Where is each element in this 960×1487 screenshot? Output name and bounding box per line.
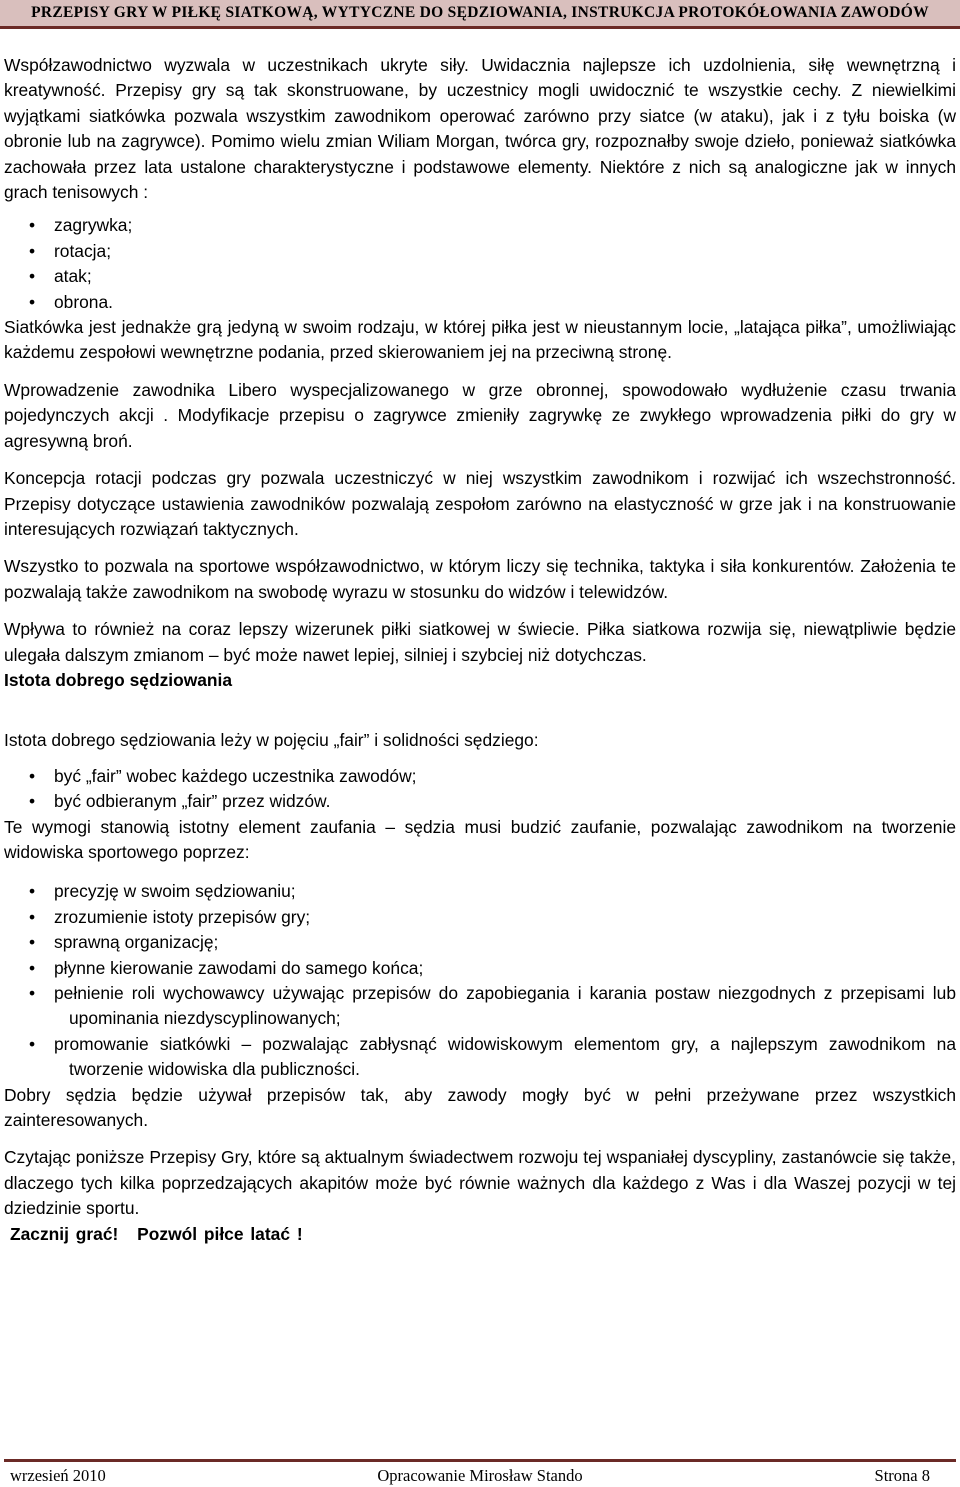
list-item: • promowanie siatkówki – pozwalając zabłysnąć widowiskowym elementom gry, a najlepszym zawodnikom na tworzenie widowiska dla publiczności. xyxy=(28,1033,956,1080)
bullet-icon: • xyxy=(28,1033,36,1054)
list-item: • atak; xyxy=(4,264,956,289)
bullet-icon: • xyxy=(28,957,36,978)
paragraph-competition: Wszystko to pozwala na sportowe współzawodnictwo, w którym liczy się technika, taktyka i siła konkurentów. Założenia te pozwalają także zawodnikom na swobodę wyrazu w stosunku do widzów i telewidzów. xyxy=(4,556,956,602)
list-item: • pełnienie roli wychowawcy używając przepisów do zapobiegania i karania postaw niezgodnych z przepisami lub upominania niezdyscyplinowanych; xyxy=(28,983,956,1029)
bullet-icon: • xyxy=(28,791,36,812)
list-item: • precyzję w swoim sędziowaniu; xyxy=(4,879,956,904)
paragraph-good-referee: Dobry sędzia będzie używał przepisów tak, aby zawody mogły być w pełni przeżywane przez wszystkich zainteresowanych. xyxy=(4,1084,956,1131)
list-item: • sprawną organizację; xyxy=(4,930,956,955)
document-body xyxy=(4,53,956,1247)
section-intro: Istota dobrego sędziowania leży w pojęciu „fair” i solidności sędziego: xyxy=(4,730,539,751)
paragraph-rotation: Koncepcja rotacji podczas gry pozwala uczestniczyć w niej wszystkim zawodnikom i rozwijać ich wszechstronność. Przepisy dotyczące ustawienia zawodników pozwalają zespołom zarówno na elastyczność w grze jak i na konstruowanie interesujących rozwiązań taktycznych. xyxy=(4,468,956,539)
list-item: • rotacja; xyxy=(4,239,956,264)
requirements-list xyxy=(4,879,956,1082)
paragraph-flying-ball: Siatkówka jest jednakże grą jedyną w swoim rodzaju, w której piłka jest w nieustannym locie, „latająca piłka”, umożliwiając każdemu zespołowi wewnętrzne podania, przed skierowaniem jej na przeciwną stronę. xyxy=(4,317,956,363)
bullet-icon: • xyxy=(28,906,36,927)
list-item: • obrona. xyxy=(4,290,956,315)
list-item: • płynne kierowanie zawodami do samego końca; xyxy=(4,956,956,981)
section-heading: Istota dobrego sędziowania xyxy=(4,669,233,690)
bullet-icon: • xyxy=(28,291,36,312)
footer-page-number: Strona 8 xyxy=(874,1466,930,1485)
footer-author: Opracowanie Mirosław Stando xyxy=(377,1466,583,1485)
bullet-icon: • xyxy=(28,765,36,786)
page-footer xyxy=(4,1459,956,1487)
slogan-start-playing: Zacznij grać! xyxy=(10,1223,119,1244)
bullet-icon: • xyxy=(28,932,36,953)
paragraph-requirements: Te wymogi stanowią istotny element zaufania – sędzia musi budzić zaufanie, pozwalając zawodnikom na tworzenie widowiska sportowego poprzez: xyxy=(4,816,956,862)
footer-date: wrzesień 2010 xyxy=(10,1466,106,1485)
page-header xyxy=(0,0,960,29)
closing-slogan xyxy=(4,1222,956,1247)
bullet-icon: • xyxy=(28,215,36,236)
paragraph-image: Wpływa to również na coraz lepszy wizerunek piłki siatkowej w świecie. Piłka siatkowa rozwija się, niewątpliwie będzie ulegała dalszym zmianom – być może nawet lepiej, silniej i szybciej niż dotychczas. xyxy=(4,619,956,665)
list-item: • być „fair” wobec każdego uczestnika zawodów; xyxy=(4,764,956,789)
header-title: PRZEPISY GRY W PIŁKĘ SIATKOWĄ, WYTYCZNE DO SĘDZIOWANIA, INSTRUKCJA PROTOKÓŁOWANIA ZAWODÓW xyxy=(31,4,929,21)
slogan-let-ball-fly: Pozwól piłce latać ! xyxy=(137,1223,303,1244)
paragraph-libero: Wprowadzenie zawodnika Libero wyspecjalizowanego w grze obronnej, spowodowało wydłużenie czasu trwania pojedynczych akcji . Modyfikacje przepisu o zagrywce zmieniły zagrywkę ze zwykłego wprowadzenia piłki do gry w agresywną broń. xyxy=(4,379,956,451)
bullet-icon: • xyxy=(28,266,36,287)
bullet-icon: • xyxy=(28,983,36,1003)
fair-list xyxy=(4,764,956,815)
intro-paragraph: Współzawodnictwo wyzwala w uczestnikach ukryte siły. Uwidacznia najlepsze ich uzdolnienia, siłę wewnętrzną i kreatywność. Przepisy gry są tak skonstruowane, by uczestnicy mogli uwidocznić te wszystkie cechy. Z niewielkimi wyjątkami siatkówka pozwala wszystkim zawodnikom operować zarówno przy siatce (w ataku), jak i z tyłu boiska (w obronie lub na zagrywce). Pomimo wielu zmian Wiliam Morgan, twórca gry, rozpoznałby swoje dzieło, ponieważ siatkówka zachowała przez lata ustalone charakterystyczne i podstawowe elementy. Niektóre z nich są analogiczne jak w innych grach tenisowych : xyxy=(4,55,956,203)
list-item: • zrozumienie istoty przepisów gry; xyxy=(4,905,956,930)
bullet-icon: • xyxy=(28,881,36,902)
bullet-icon: • xyxy=(28,240,36,261)
elements-list xyxy=(4,213,956,315)
list-item: • być odbieranym „fair” przez widzów. xyxy=(4,789,956,814)
paragraph-reading: Czytając poniższe Przepisy Gry, które są aktualnym świadectwem rozwoju tej wspaniałej dyscypliny, zastanówcie się także, dlaczego tych kilka poprzedzających akapitów może być równie ważnych dla każdego z Was i dla Waszej pozycji w tej dziedzinie sportu. xyxy=(4,1147,956,1219)
list-item: • zagrywka; xyxy=(4,213,956,238)
